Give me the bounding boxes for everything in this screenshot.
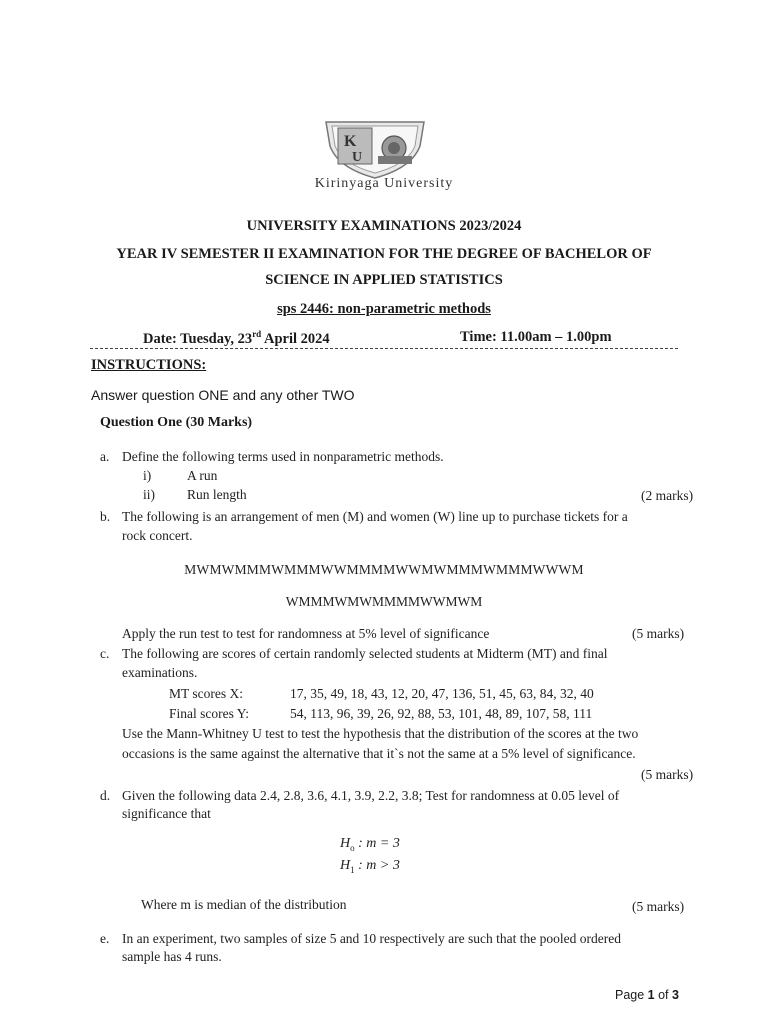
item-c-line4: occasions is the same against the alternative that it`s not the same at a 5% level of significance. xyxy=(122,746,636,761)
item-e-label: e. xyxy=(100,931,110,946)
item-d-label: d. xyxy=(100,788,111,803)
footer-of-word: of xyxy=(654,988,672,1002)
item-b-line2: rock concert. xyxy=(122,528,193,543)
item-a-text: Define the following terms used in nonparametric methods. xyxy=(122,449,444,464)
university-name: Kirinyaga University xyxy=(314,176,454,191)
alt-hypothesis-rest: : m > 3 xyxy=(354,858,400,873)
exam-title: UNIVERSITY EXAMINATIONS 2023/2024 xyxy=(246,218,522,234)
item-b-line1: The following is an arrangement of men (M) and women (W) line up to purchase tickets for a xyxy=(122,509,628,524)
item-a-sub-i-text: A run xyxy=(187,468,218,483)
item-a-label: a. xyxy=(100,449,110,464)
item-d-line1: Given the following data 2.4, 2.8, 3.6, 4.1, 3.9, 2.2, 3.8; Test for randomness at 0.05 level of xyxy=(122,788,620,803)
item-e-line2: sample has 4 runs. xyxy=(122,949,222,964)
exam-date-rest: April 2024 xyxy=(261,330,330,347)
item-a-sub-ii-text: Run length xyxy=(187,487,247,502)
null-hypothesis xyxy=(340,836,400,853)
page-footer xyxy=(615,988,679,1002)
university-logo xyxy=(312,116,438,182)
degree-line-1: YEAR IV SEMESTER II EXAMINATION FOR THE DEGREE OF BACHELOR OF xyxy=(116,246,652,262)
instructions-text: Answer question ONE and any other TWO xyxy=(91,387,355,403)
final-scores-label: Final scores Y: xyxy=(169,706,249,721)
degree-line-2: SCIENCE IN APPLIED STATISTICS xyxy=(265,272,503,288)
item-d-where: Where m is median of the distribution xyxy=(141,897,347,912)
item-b-instruction: Apply the run test to test for randomness at 5% level of significance xyxy=(122,626,490,641)
header-divider xyxy=(90,348,678,349)
item-d-marks: (5 marks) xyxy=(632,899,685,914)
svg-text:U: U xyxy=(352,150,363,165)
item-c-line1: The following are scores of certain randomly selected students at Midterm (MT) and final xyxy=(122,646,608,661)
footer-page-number: 1 xyxy=(647,988,655,1002)
alt-hypothesis-sub: 1 xyxy=(350,864,355,875)
item-b-marks: (5 marks) xyxy=(632,626,685,641)
course-title: sps 2446: non-parametric methods xyxy=(277,301,491,317)
sequence-line-2: WMMMWMWMMMMWWMWM xyxy=(285,594,483,609)
question-one-title: Question One (30 Marks) xyxy=(100,415,253,430)
footer-page-word: Page xyxy=(615,988,648,1002)
exam-date-suffix: rd xyxy=(252,329,262,339)
item-e-line1: In an experiment, two samples of size 5 and 10 respectively are such that the pooled ordered xyxy=(122,931,621,946)
item-c-line3: Use the Mann-Whitney U test to test the hypothesis that the distribution of the scores at the two xyxy=(122,726,639,741)
item-b-label: b. xyxy=(100,509,111,524)
null-hypothesis-sub: o xyxy=(350,842,355,853)
exam-time: Time: 11.00am – 1.00pm xyxy=(460,329,612,345)
item-c-marks: (5 marks) xyxy=(641,767,694,782)
item-a-sub-ii-num: ii) xyxy=(143,487,155,502)
footer-page-total: 3 xyxy=(672,988,679,1002)
item-c-label: c. xyxy=(100,646,110,661)
final-scores-values: 54, 113, 96, 39, 26, 92, 88, 53, 101, 48, 89, 107, 58, 111 xyxy=(290,706,593,721)
svg-text:K: K xyxy=(344,133,357,150)
mt-scores-label: MT scores X: xyxy=(169,686,243,701)
exam-date xyxy=(143,329,330,348)
instructions-heading: INSTRUCTIONS: xyxy=(91,357,207,373)
item-d-line2: significance that xyxy=(122,806,211,821)
alt-hypothesis-symbol: H xyxy=(340,858,351,873)
null-hypothesis-rest: : m = 3 xyxy=(354,836,400,851)
item-a-marks: (2 marks) xyxy=(641,488,694,503)
item-a-sub-i-num: i) xyxy=(143,468,152,483)
item-c-line2: examinations. xyxy=(122,665,198,680)
null-hypothesis-symbol: H xyxy=(340,836,351,851)
sequence-line-1: MWMWMMMWMMMWWMMMMWWMWMMMWMMMWWWM xyxy=(184,562,584,577)
alt-hypothesis xyxy=(340,858,400,875)
mt-scores-values: 17, 35, 49, 18, 43, 12, 20, 47, 136, 51, 45, 63, 84, 32, 40 xyxy=(290,686,594,701)
exam-date-label: Date: Tuesday, 23 xyxy=(143,330,253,347)
